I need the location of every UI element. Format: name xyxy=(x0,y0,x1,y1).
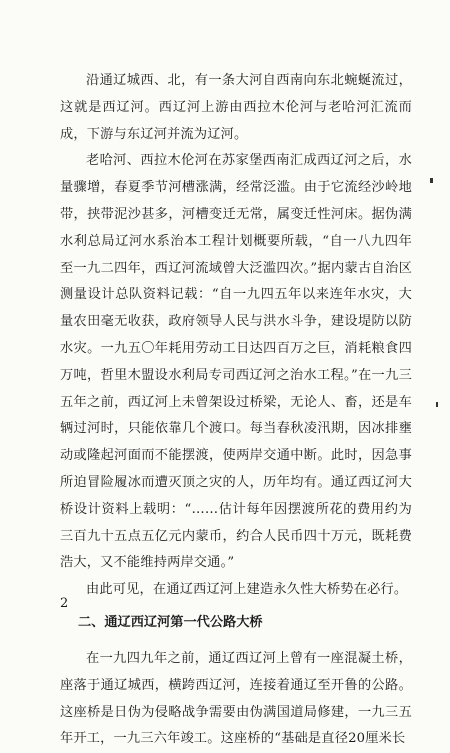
paragraph-1: 沿通辽城西、北，有一条大河自西南向东北蜿蜒流过，这就是西辽河。西辽河上游由西拉木伦河与老哈河汇流而成，下游与东辽河并流为辽河。 xyxy=(60,73,412,142)
section-heading: 二、通辽西辽河第一代公路大桥 xyxy=(78,614,263,630)
paragraph-3: 由此可见，在通辽西辽河上建造永久性大桥势在必行。 xyxy=(86,582,408,598)
paragraph-2: 老哈河、西拉木伦河在苏家堡西南汇成西辽河之后，水量骤增，春夏季节河槽涨满，经常泛滥。由于它流经沙岭地带，挟带泥沙甚多，河槽变迁无常，属变迁性河床。据伪满水利总局辽河水系治本工程计划概要所载，“自一八九四年至一九二四年，西辽河流域曾大泛滥四次。”据内蒙古自治区测量设计总队资料记载：“自一九四五年以来连年水灾，大量农田毫无收获，政府领导人民与洪水斗争，建设堤防以防水灾。一九五〇年耗用劳动工日达四百万之巨，消耗粮食四万吨，哲里木盟设水利局专司西辽河之治水工程。”在一九三五年之前，西辽河上未曾架设过桥梁，无论人、畜，还是车辆过河时，只能依靠几个渡口。每当春秋凌汛期，因冰排壅动或隆起河面而不能摆渡，使两岸交通中断。此时，因急事所迫冒险履冰而遭灭顶之灾的人，历年均有。通辽西辽河大桥设计资料上载明：“……估计每年因摆渡所花的费用约为三百九十五点五亿元内蒙币，约合人民币四十万元，既耗费浩大，又不能维持两岸交通。” xyxy=(60,153,412,571)
scan-speck xyxy=(430,178,433,183)
section-paragraph-1: 在一九四九年之前，通辽西辽河上曾有一座混凝土桥，座落于通辽城西，横跨西辽河，连接着通辽至开鲁的公路。这座桥是日伪为侵略战争需要由伪满国道局修建，一九三五年开工，一九三六年竣工。这座桥的“基础是直径20厘米长 xyxy=(60,650,412,747)
body-text xyxy=(60,68,412,753)
page-number: 2 xyxy=(60,596,69,611)
scan-speck xyxy=(436,402,438,407)
